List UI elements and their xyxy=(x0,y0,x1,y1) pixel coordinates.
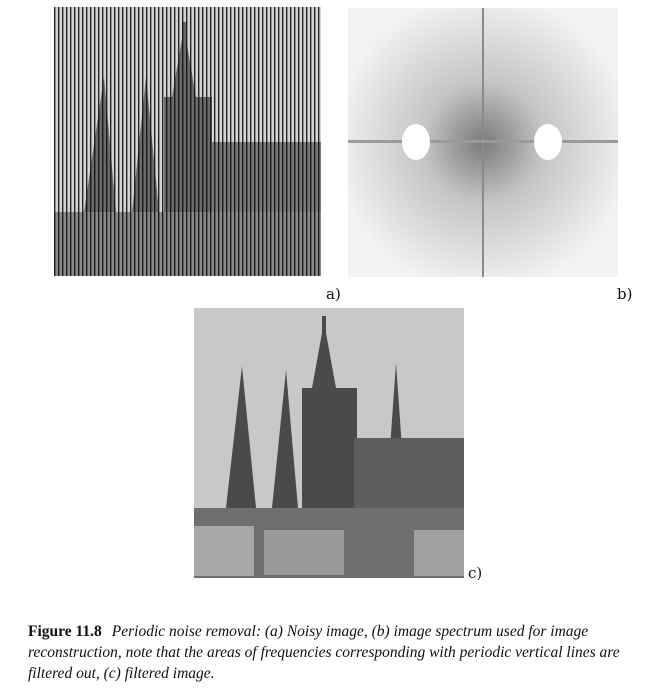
noisy-image xyxy=(54,7,321,276)
filtered-area-right xyxy=(534,124,562,160)
filtered-image-panel xyxy=(194,308,464,578)
filtered-area-left xyxy=(402,124,430,160)
panel-b-label: b) xyxy=(617,285,633,303)
noisy-image-panel xyxy=(54,7,321,276)
spectrum-panel xyxy=(348,8,618,277)
panel-a-label: a) xyxy=(326,285,341,303)
figure-number: Figure 11.8 xyxy=(28,623,102,640)
panel-c-label: c) xyxy=(468,564,483,582)
figure-caption xyxy=(28,621,658,684)
spectrum-image xyxy=(348,8,618,277)
caption-text: Periodic noise removal: (a) Noisy image, (b) image spectrum used for image reconstruction, note that the areas of frequencies corresponding with periodic vertical lines are filtered out, (c) filtered image. xyxy=(28,623,620,682)
filtered-image xyxy=(194,308,464,578)
